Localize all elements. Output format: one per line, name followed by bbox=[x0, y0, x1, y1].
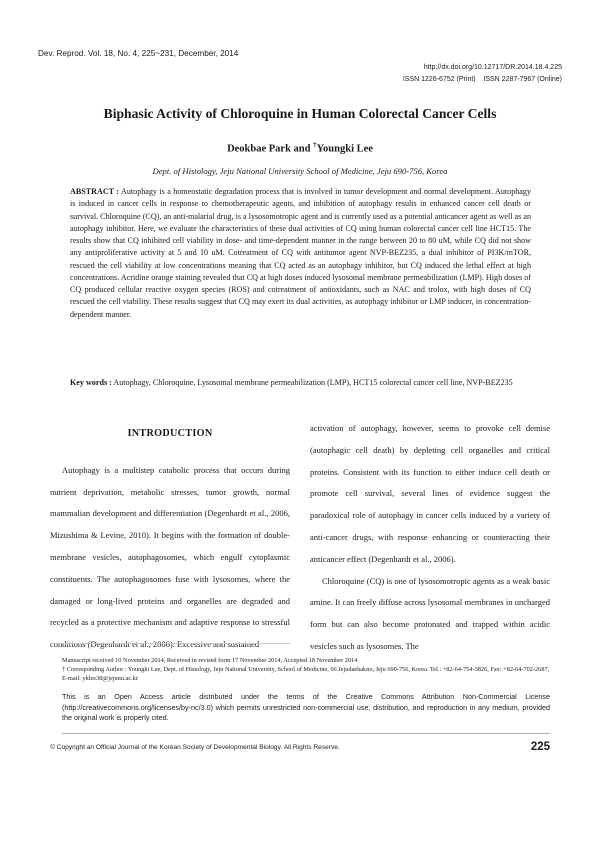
page-footer bbox=[50, 741, 550, 755]
right-column bbox=[310, 418, 550, 658]
body-paragraph: Autophagy is a multistep catabolic process that occurs during nutrient deprivation, metabolic stresses, tumor growth, normal mammalian development and differentiation (Degenhardt et al., 2006, Mizushima & Levine, 2010). It begins with the formation of double-membrane vesicles, autophagosomes, which engulf cytoplasmic constituents. The autophagosomes fuse with lysosomes, where the damaged or long-lived proteins and organelles are degraded and recycled as a protective mechanism and adaptive response to stressful conditions (Degenhardt et al., 2006). Excessive and sustained bbox=[50, 464, 290, 650]
body-paragraph: activation of autophagy, however, seems to provoke cell demise (autophagic cell death) by depleting cell organelles and critical proteins. Consistent with its function to either induce cell death or promote cell survival, several lines of evidence suggest the paradoxical role of autophagy in cancer cells induced by a variety of anti-cancer drugs, with response enhancing or counteracting their anticancer effect (Degenhardt et al., 2006). bbox=[310, 423, 550, 564]
issn-line: ISSN 1226-6752 (Print) ISSN 2287-7967 (Online) bbox=[402, 76, 562, 83]
corresponding-author-mark: † bbox=[313, 141, 317, 149]
corresponding-author-note: † Corresponding Author : Youngki Lee, Dept. of Histology, Jeju National University, School of Medicine, 66 Jejudaehakno, Jeju 690-756, Korea. Tel.: +82-64-754-3826, Fax: +82-64-702-2687, E-mail: yklee38@jejunu.ac.kr bbox=[62, 666, 550, 682]
keywords-text: Autophagy, Chloroquine, Lysosomal membrane permeabilization (LMP), HCT15 colorectal cancer cell line, NVP-BEZ235 bbox=[111, 378, 513, 387]
license-note: This is an Open Access article distributed under the terms of the Creative Commons Attribution Non-Commercial License (http://creativecommons.org/licenses/by-nc/3.0) which permits unrestricted non-commercial use, distribution, and reproduction in any medium, provided the original work is properly cited. bbox=[62, 692, 550, 722]
manuscript-dates: Manuscript received 10 November 2014, Received in revised form 17 November 2014, Accepted 18 November 2014 bbox=[62, 657, 358, 664]
section-heading-introduction: INTRODUCTION bbox=[127, 428, 213, 439]
abstract bbox=[70, 186, 531, 321]
keywords-label: Key words : bbox=[70, 378, 112, 387]
abstract-label: ABSTRACT : bbox=[70, 187, 120, 196]
paper-title: Biphasic Activity of Chloroquine in Human Colorectal Cancer Cells bbox=[103, 106, 497, 121]
body-paragraph: Chloroquine (CQ) is one of lysosomotropic agents as a weak basic amine. It can freely diffuse across lysosomal membranes in uncharged form but can also become protonated and trapped within acidic vesicles such as lysosomes. The bbox=[310, 575, 550, 651]
keywords bbox=[70, 377, 531, 389]
author-second: Youngki Lee bbox=[316, 143, 373, 155]
copyright-notice: © Copyright an Official Journal of the Korean Society of Developmental Biology. All Rights Reserve. bbox=[50, 744, 340, 751]
left-column bbox=[50, 423, 290, 656]
footnote-divider bbox=[50, 643, 290, 644]
author-line bbox=[0, 141, 600, 155]
doi-issn-block bbox=[403, 62, 562, 86]
footer-divider bbox=[62, 733, 550, 734]
journal-reference: Dev. Reprod. Vol. 18, No. 4, 225~231, December, 2014 bbox=[38, 49, 239, 58]
affiliation: Dept. of Histology, Jeju National University School of Medicine, Jeju 690-756, Korea bbox=[152, 166, 448, 176]
doi-link[interactable]: http://dx.doi.org/10.12717/DR.2014.18.4.225 bbox=[423, 64, 562, 71]
page-number: 225 bbox=[530, 741, 550, 753]
abstract-text: Autophagy is a homeostatic degradation process that is involved in tumor development and normal development. Autophagy is induced in cancer cells in response to chemotherapeutic agents, and inhibition of autophagy results in enhanced cancer cell death or survival. Chloroquine (CQ), an anti-malarial drug, is a lysosomotropic agent and is currently used as a potential anticancer agent as well as an autophagy inhibitor. Here, we evaluate the characteristics of these dual activities of CQ using human colorectal cancer cell line HCT15. The results show that CQ inhibited cell viability in dose- and time-dependent manner in the range between 20 to 80 uM, while CQ did not show any antiproliferative activity at 5 and 10 uM. Cotreatment of CQ with antitumor agent NVP-BEZ235, a dual inhibitor of PI3K/mTOR, rescued the cell viability at low concentrations meaning that CQ acted as an autophagy inhibitor, but CQ induced the lethal effect at high concentrations. Acridine orange staining revealed that CQ at high doses induced lysosomal membrane permeabilization (LMP). High doses of CQ produced cellular reactive oxygen species (ROS) and cotreatment of antioxidants, such as NAC and trolox, with high doses of CQ rescued the cell viability. These results suggest that CQ may exert its dual activities, as autophagy inhibitor or LMP inducer, in concentration-dependent manner. bbox=[70, 187, 531, 319]
footnotes bbox=[62, 656, 550, 683]
author-first: Deokbae Park and bbox=[227, 143, 314, 155]
